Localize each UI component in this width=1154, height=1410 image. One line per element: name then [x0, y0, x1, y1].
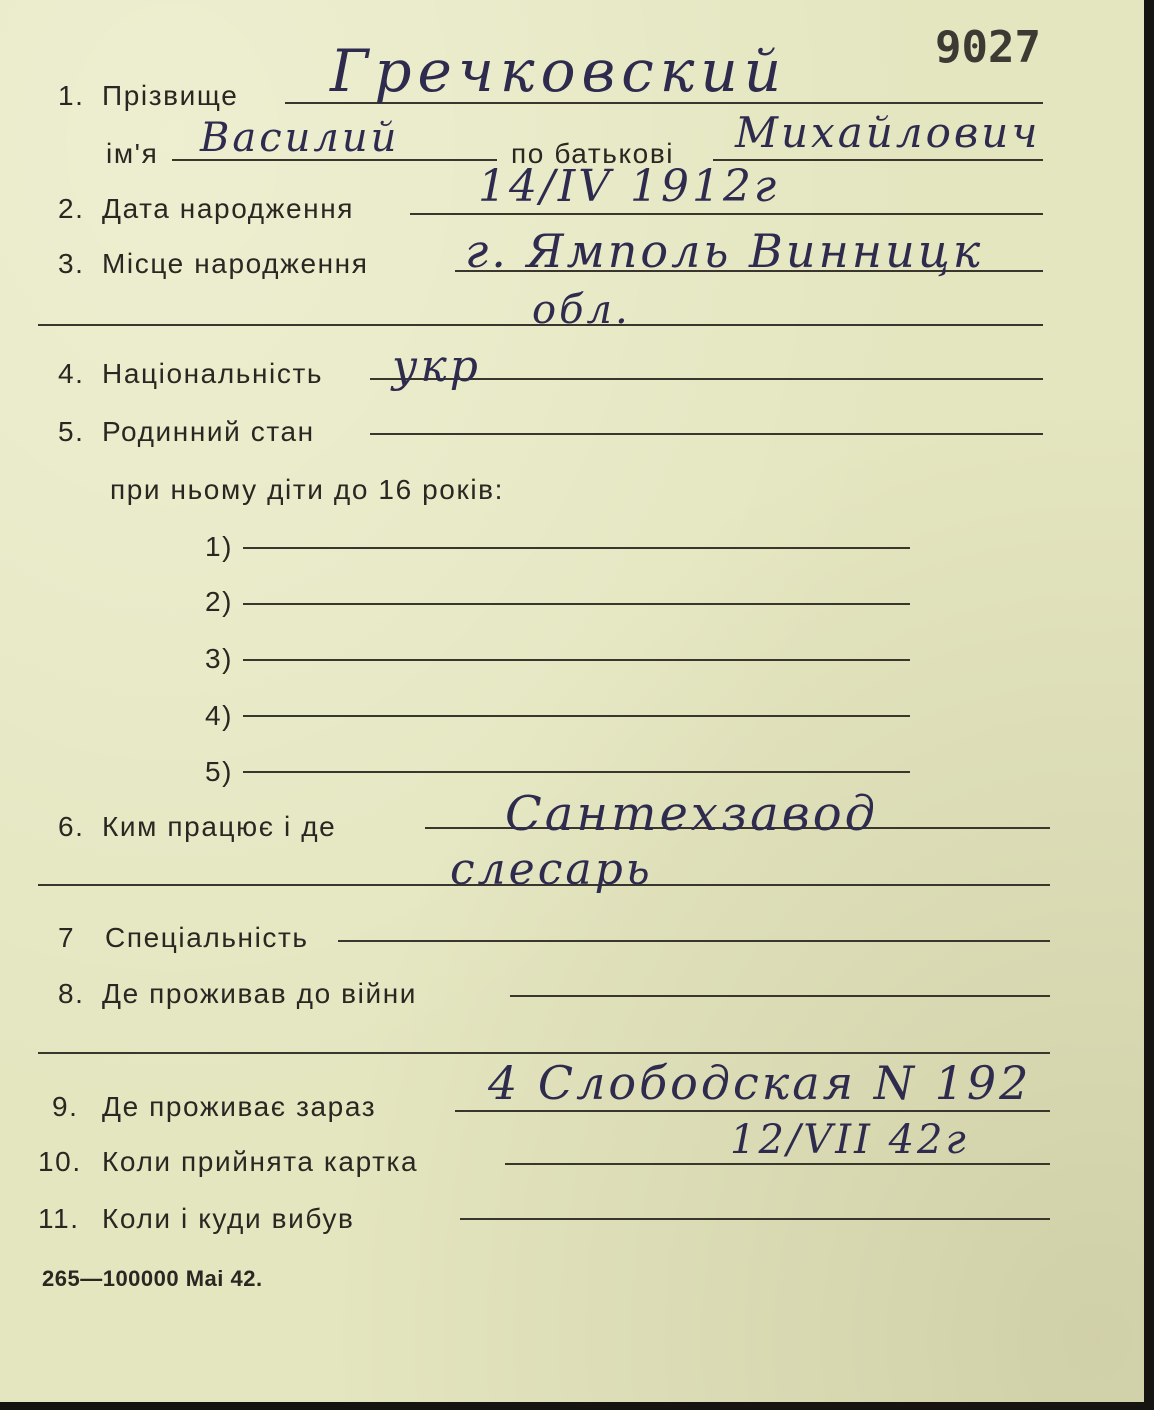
child-2-line	[243, 603, 910, 605]
nationality-label: Національність	[102, 358, 324, 389]
field-10-number: 10.	[38, 1146, 82, 1177]
child-1-number: 1)	[205, 531, 234, 562]
card-accepted-line	[505, 1163, 1050, 1165]
child-1-line	[243, 547, 910, 549]
departure-line	[460, 1218, 1050, 1220]
occupation-label: Ким працює і де	[102, 811, 337, 842]
child-4-number: 4)	[205, 700, 234, 731]
field-1-number: 1.	[58, 80, 85, 111]
print-run-footer: 265—100000 Mai 42.	[42, 1266, 263, 1291]
right-edge-shadow	[1144, 0, 1154, 1410]
child-2-number: 2)	[205, 586, 234, 617]
surname-label: Прізвище	[102, 80, 239, 111]
field-7-number: 7	[58, 922, 76, 953]
children-label: при ньому діти до 16 років:	[110, 474, 505, 505]
child-3-number: 3)	[205, 643, 234, 674]
birthplace-value: г. Ямполь Винницк	[465, 224, 984, 278]
patronymic-label: по батькові	[511, 138, 675, 169]
name-label: ім'я	[106, 138, 159, 169]
name-value: Василий	[200, 115, 400, 161]
prewar-residence-line	[510, 995, 1050, 997]
birth-date-line	[410, 213, 1043, 215]
child-4-line	[243, 715, 910, 717]
prewar-residence-label: Де проживав до війни	[102, 978, 417, 1009]
child-3-line	[243, 659, 910, 661]
specialty-line	[338, 940, 1050, 942]
field-5-number: 5.	[58, 416, 85, 447]
current-residence-line	[455, 1110, 1050, 1112]
field-6-number: 6.	[58, 811, 85, 842]
field-4-number: 4.	[58, 358, 85, 389]
child-5-line	[243, 771, 910, 773]
current-residence-label: Де проживає зараз	[102, 1091, 377, 1122]
marital-status-label: Родинний стан	[102, 416, 315, 447]
specialty-label: Спеціальність	[105, 922, 309, 953]
surname-value: Гречковский	[330, 37, 788, 105]
field-11-number: 11.	[38, 1203, 80, 1234]
prewar-residence-line-2	[38, 1052, 1050, 1054]
card-accepted-value: 12/VII 42г	[730, 1117, 969, 1163]
child-5-number: 5)	[205, 756, 234, 787]
occupation-value: Сантехзавод	[505, 786, 879, 842]
field-2-number: 2.	[58, 193, 85, 224]
current-residence-value: 4 Слободская N 192	[488, 1056, 1032, 1110]
nationality-value: укр	[392, 341, 481, 392]
birth-date-label: Дата народження	[102, 193, 355, 224]
card-accepted-label: Коли прийнята картка	[102, 1146, 419, 1177]
card-number-stamp: 9027	[935, 22, 1041, 73]
field-3-number: 3.	[58, 248, 85, 279]
field-9-number: 9.	[52, 1091, 79, 1122]
patronymic-value: Михайлович	[735, 108, 1041, 157]
field-8-number: 8.	[58, 978, 85, 1009]
occupation-value-2: слесарь	[450, 844, 653, 895]
departure-label: Коли і куди вибув	[102, 1203, 355, 1234]
birthplace-label: Місце народження	[102, 248, 369, 279]
marital-status-line	[370, 433, 1043, 435]
birthplace-value-2: обл.	[532, 287, 631, 333]
birth-date-value: 14/IV 1912г	[478, 161, 780, 212]
bottom-edge-shadow	[0, 1402, 1154, 1410]
